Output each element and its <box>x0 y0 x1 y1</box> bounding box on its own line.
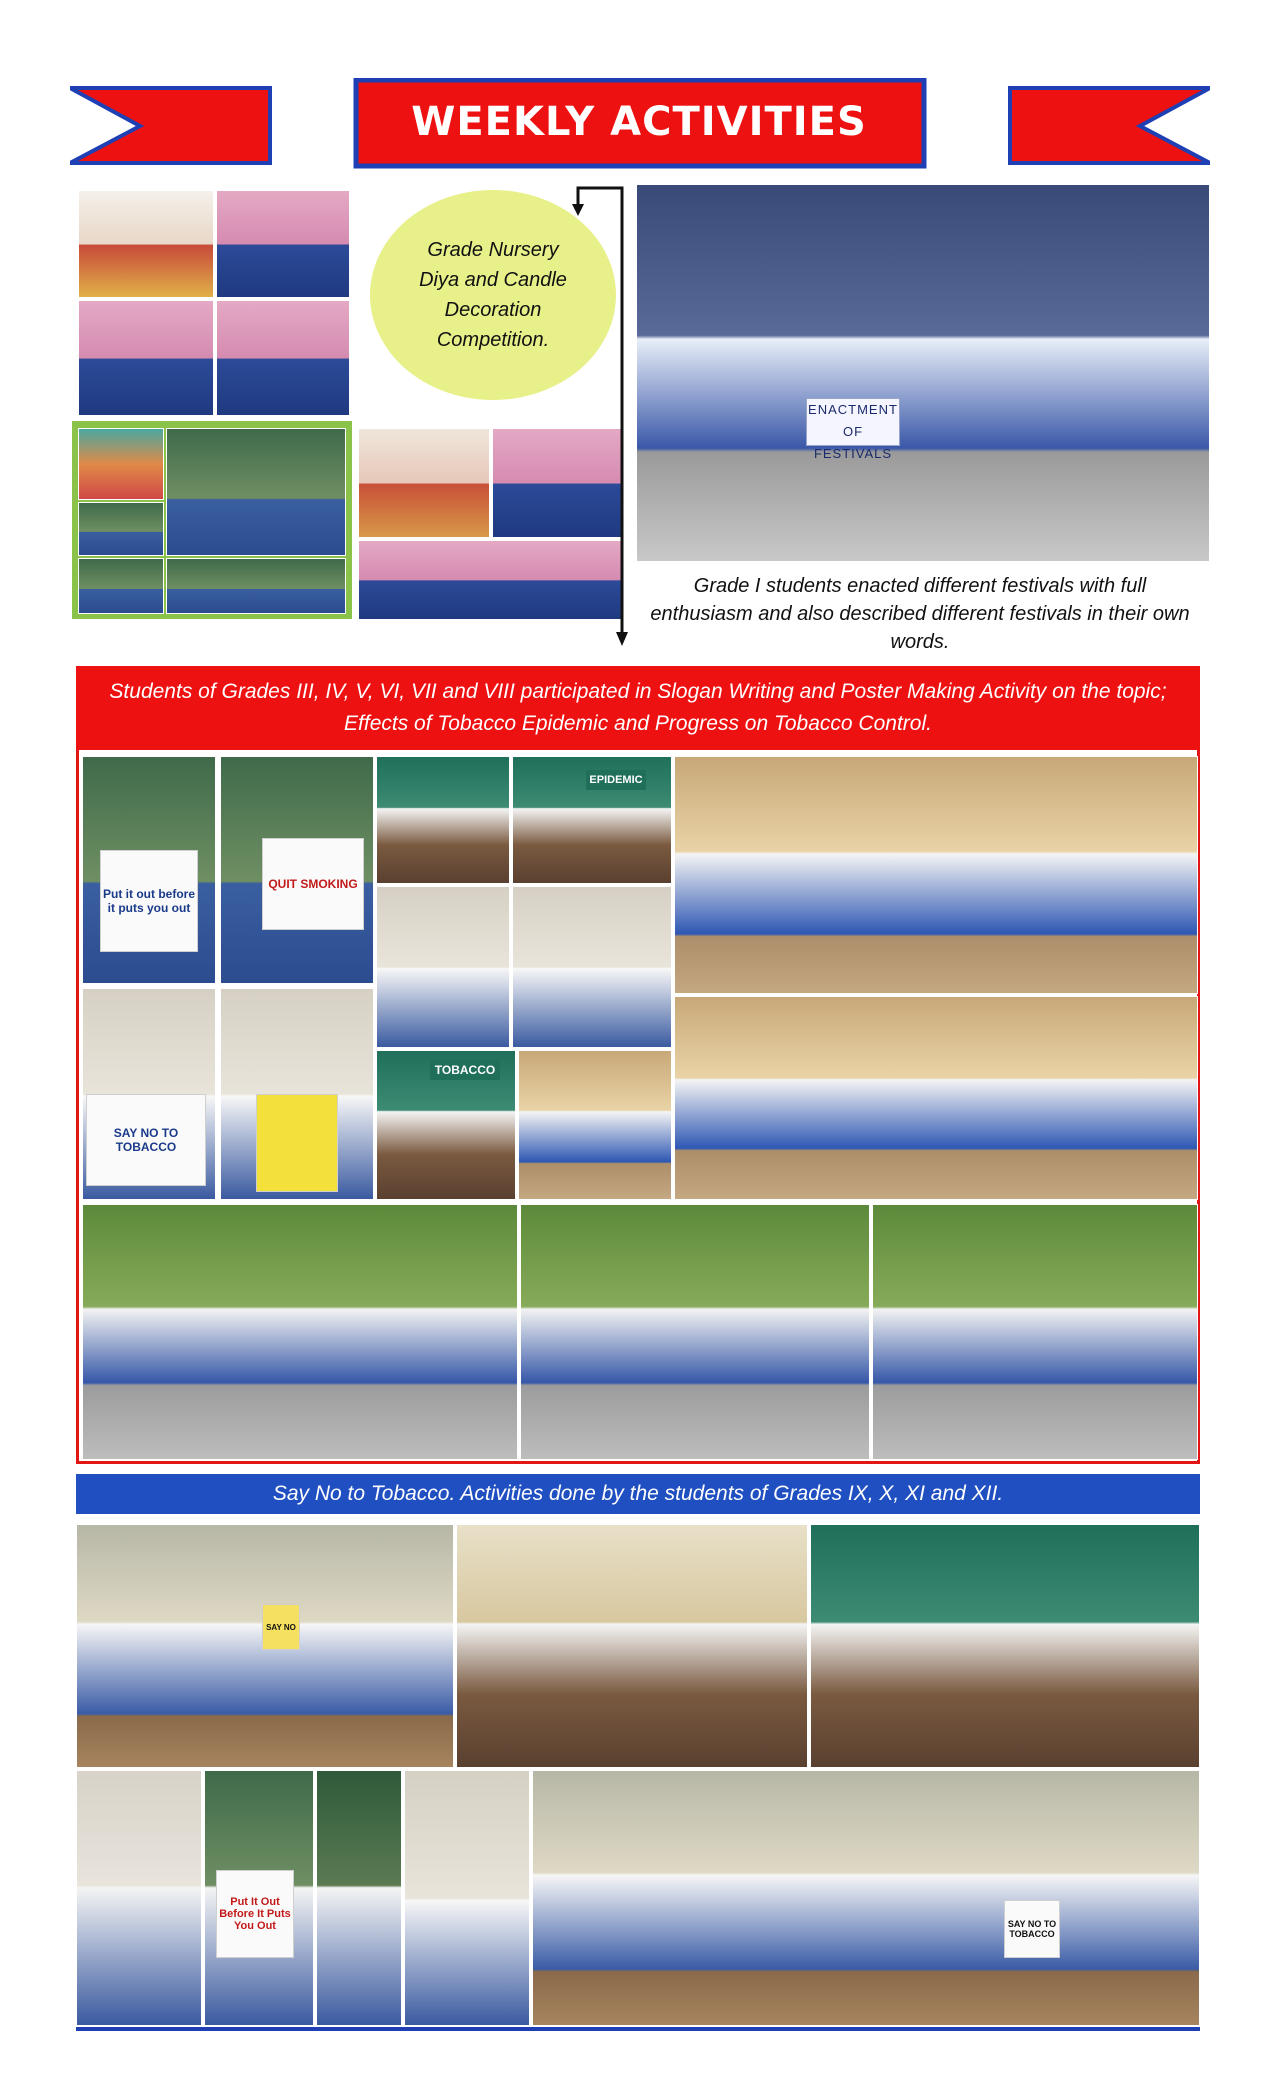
grade1-caption: Grade I students enacted different festivals with full enthusiasm and also described different festivals in their own words. <box>650 575 1190 653</box>
nursery-photo <box>78 428 164 500</box>
poster-say-no-senior: SAY NO <box>262 1604 300 1650</box>
senior-section-header <box>76 1474 1200 1514</box>
nursery-photo <box>78 558 164 614</box>
poster-quit-smoking: QUIT SMOKING <box>262 838 364 930</box>
poster-tobacco-board: TOBACCO <box>430 1060 500 1080</box>
nursery-caption: Grade Nursery Diya and Candle Decoration Competition. <box>419 239 567 351</box>
poster-put-it-out-senior: Put It Out Before It Puts You Out <box>216 1870 294 1958</box>
junior-photo <box>376 886 510 1048</box>
grade1-stage-photo <box>636 184 1210 562</box>
senior-photo <box>810 1524 1200 1768</box>
poster-epidemic: EPIDEMIC <box>586 770 646 790</box>
poster-say-no-to-tobacco: SAY NO TO TOBACCO <box>1004 1900 1060 1958</box>
grade1-festival-sign: ENACTMENT OF FESTIVALS <box>806 398 900 446</box>
senior-portrait <box>316 1770 402 2026</box>
nursery-photo <box>166 428 346 556</box>
bottom-divider <box>76 2027 1200 2031</box>
nursery-photo <box>78 502 164 556</box>
page-title: WEEKLY ACTIVITIES <box>411 99 867 145</box>
senior-group-photo <box>532 1770 1200 2026</box>
junior-yard-photo <box>520 1204 870 1460</box>
nursery-photo <box>166 558 346 614</box>
junior-yard-photo <box>82 1204 518 1460</box>
poster-put-it-out: Put it out before it puts you out <box>100 850 198 952</box>
nursery-photo <box>216 300 350 416</box>
senior-portrait <box>404 1770 530 2026</box>
junior-photo <box>518 1050 672 1200</box>
nursery-photo <box>216 190 350 298</box>
junior-section-caption: Students of Grades III, IV, V, VI, VII and VIII participated in Slogan Writing and Poster Making Activity on the topic; Effects of Tobacco Epidemic and Progress on Tobacco Control. <box>109 680 1167 735</box>
connector-arrow <box>570 180 630 650</box>
poster-say-no: SAY NO TO TOBACCO <box>86 1094 206 1186</box>
junior-photo <box>512 886 672 1048</box>
senior-section-caption: Say No to Tobacco. Activities done by the students of Grades IX, X, XI and XII. <box>272 1482 1004 1505</box>
junior-group-photo <box>674 756 1198 994</box>
junior-section-header <box>76 666 1200 750</box>
junior-photo <box>376 756 510 884</box>
nursery-photo-diyas <box>78 190 214 298</box>
nursery-photo <box>358 428 490 538</box>
poster-no-smoking <box>256 1094 338 1192</box>
nursery-photo <box>78 300 214 416</box>
junior-yard-photo <box>872 1204 1198 1460</box>
junior-group-photo <box>674 996 1198 1200</box>
senior-photo <box>456 1524 808 1768</box>
senior-portrait <box>76 1770 202 2026</box>
